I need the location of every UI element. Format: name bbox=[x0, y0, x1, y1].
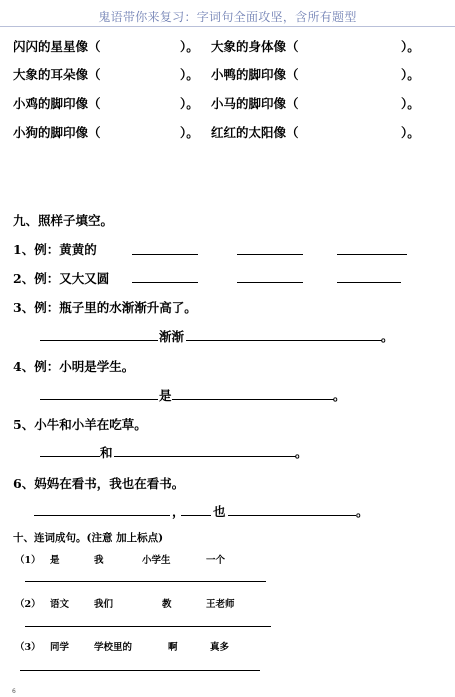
q1-blank-1[interactable] bbox=[132, 254, 198, 255]
s10-row2-word-4: 王老师 bbox=[206, 599, 235, 610]
simile-close-8: ）。 bbox=[401, 125, 420, 140]
simile-left-2: 大象的耳朵像（ bbox=[13, 67, 101, 82]
s10-row3-word-3: 啊 bbox=[168, 642, 178, 653]
q3-blank-1[interactable] bbox=[40, 340, 158, 341]
q3-period: 。 bbox=[381, 329, 394, 344]
s10-row1-word-3: 小学生 bbox=[142, 555, 171, 566]
q5-blank-1[interactable] bbox=[40, 456, 100, 457]
q1-blank-3[interactable] bbox=[337, 254, 407, 255]
s10-row2-answer-line[interactable] bbox=[25, 626, 271, 627]
q2-blank-1[interactable] bbox=[132, 282, 198, 283]
simile-left-1: 闪闪的星星像（ bbox=[13, 39, 101, 54]
q1-example: 1、例：黄黄的 bbox=[13, 242, 97, 257]
simile-close-7: ）。 bbox=[180, 125, 199, 140]
s10-row3-word-2: 学校里的 bbox=[94, 642, 133, 653]
q6-blank-2[interactable] bbox=[181, 515, 211, 516]
page-number: 6 bbox=[12, 688, 16, 695]
simile-close-6: ）。 bbox=[401, 96, 420, 111]
simile-close-5: ）。 bbox=[180, 96, 199, 111]
simile-left-4: 小狗的脚印像（ bbox=[13, 125, 101, 140]
s10-row2-word-3: 教 bbox=[162, 599, 172, 610]
q5-word: 和 bbox=[100, 445, 113, 460]
simile-close-1: ）。 bbox=[180, 39, 199, 54]
header-divider bbox=[0, 26, 455, 27]
section10-title: 十、连词成句。(注意 加上标点) bbox=[13, 532, 164, 544]
q4-example: 4、例：小明是学生。 bbox=[13, 359, 135, 374]
simile-close-3: ）。 bbox=[180, 67, 199, 82]
simile-left-3: 小鸡的脚印像（ bbox=[13, 96, 101, 111]
s10-row2-word-1: 语文 bbox=[50, 599, 70, 610]
s10-row3-word-1: 同学 bbox=[50, 642, 70, 653]
s10-row2-word-2: 我们 bbox=[94, 599, 114, 610]
q4-period: 。 bbox=[333, 388, 346, 403]
s10-row2-num: （2） bbox=[15, 599, 41, 610]
s10-row1-num: （1） bbox=[15, 555, 41, 566]
q2-blank-2[interactable] bbox=[237, 282, 303, 283]
q3-word: 渐渐 bbox=[159, 329, 185, 344]
s10-row1-word-1: 是 bbox=[50, 555, 60, 566]
simile-close-2: ）。 bbox=[401, 39, 420, 54]
q1-blank-2[interactable] bbox=[237, 254, 303, 255]
simile-right-1: 大象的身体像（ bbox=[211, 39, 299, 54]
q6-sentence: 6、妈妈在看书，我也在看书。 bbox=[13, 476, 185, 491]
q5-period: 。 bbox=[295, 445, 308, 460]
q3-blank-2[interactable] bbox=[186, 340, 382, 341]
s10-row3-answer-line[interactable] bbox=[20, 670, 260, 671]
q4-blank-2[interactable] bbox=[172, 399, 334, 400]
q3-example: 3、例：瓶子里的水渐渐升高了。 bbox=[13, 300, 197, 315]
q2-blank-3[interactable] bbox=[337, 282, 401, 283]
q5-blank-2[interactable] bbox=[114, 456, 296, 457]
q5-sentence: 5、小牛和小羊在吃草。 bbox=[13, 417, 147, 432]
q2-example: 2、例：又大又圆 bbox=[13, 271, 110, 286]
s10-row1-answer-line[interactable] bbox=[25, 581, 266, 582]
q6-blank-3[interactable] bbox=[228, 515, 356, 516]
simile-right-4: 红红的太阳像（ bbox=[211, 125, 299, 140]
section9-title: 九、照样子填空。 bbox=[13, 213, 114, 228]
q4-word: 是 bbox=[159, 388, 172, 403]
s10-row1-word-4: 一个 bbox=[206, 555, 226, 566]
q6-comma: ， bbox=[172, 504, 185, 519]
page-header: 鬼语带你来复习：字词句全面攻坚，含所有题型 bbox=[98, 10, 357, 24]
q6-word: 也 bbox=[213, 504, 226, 519]
q6-period: 。 bbox=[356, 504, 369, 519]
q6-blank-1[interactable] bbox=[34, 515, 170, 516]
s10-row1-word-2: 我 bbox=[94, 555, 104, 566]
q4-blank-1[interactable] bbox=[40, 399, 158, 400]
simile-right-2: 小鸭的脚印像（ bbox=[211, 67, 299, 82]
s10-row3-word-4: 真多 bbox=[210, 642, 230, 653]
simile-right-3: 小马的脚印像（ bbox=[211, 96, 299, 111]
s10-row3-num: （3） bbox=[15, 642, 41, 653]
simile-close-4: ）。 bbox=[401, 67, 420, 82]
